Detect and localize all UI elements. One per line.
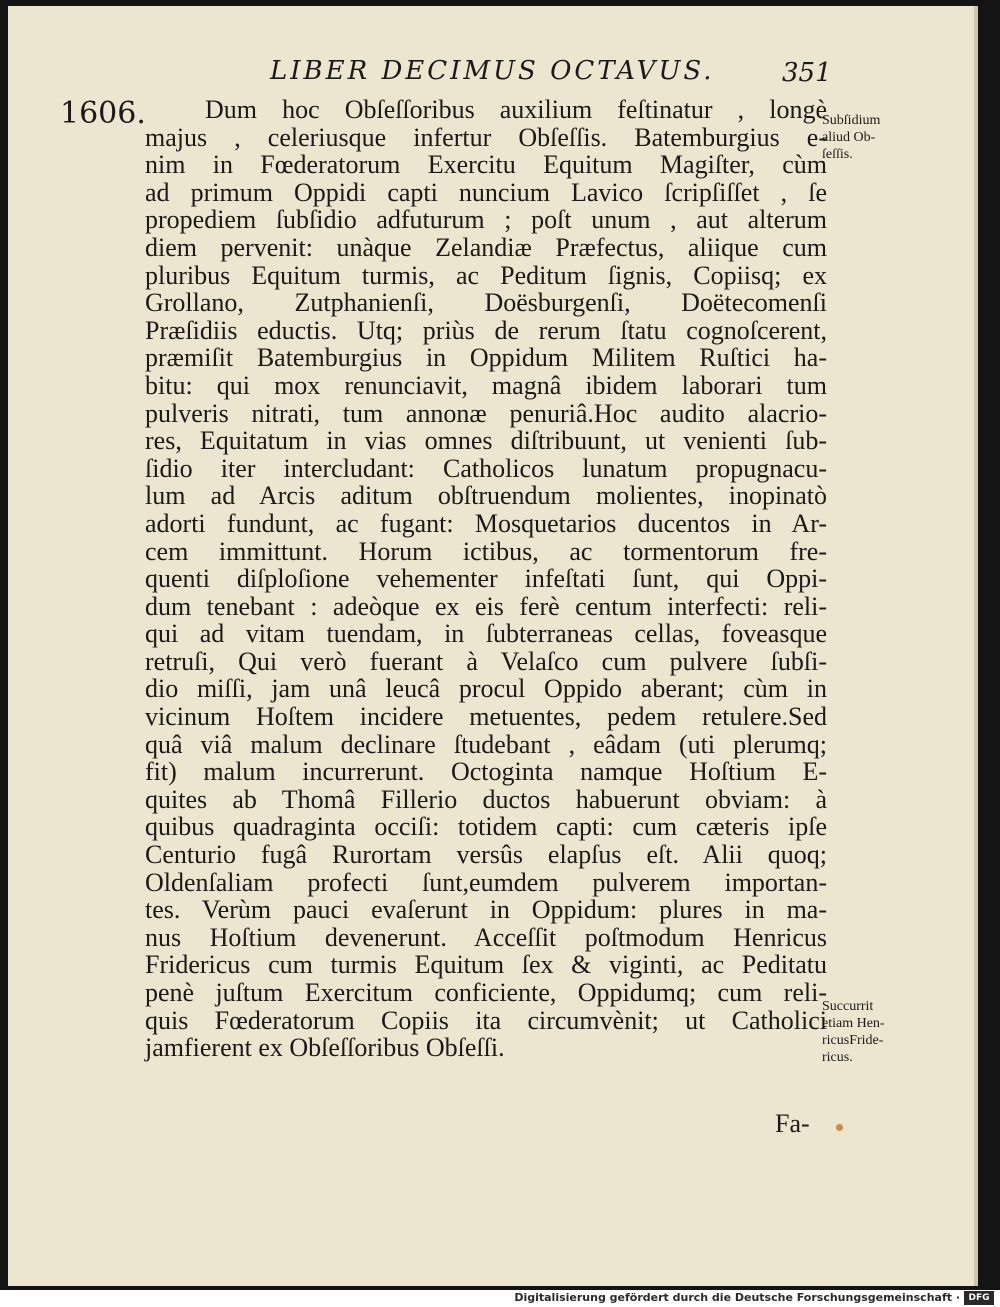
- text-line: res, Equitatum in vias omnes diſtribuunt, ut venienti ſub-: [145, 426, 827, 456]
- text-line: penè juſtum Exercitum conficiente, Oppidumq; cum reli-: [145, 978, 827, 1007]
- page-edge: [974, 6, 978, 1286]
- text-line: bitu: qui mox renunciavit, magnâ ibidem laborari tum: [145, 370, 827, 400]
- text-line: retruſi, Qui verò fuerant à Velaſco cum pulvere ſubſi-: [145, 646, 827, 676]
- body-text: [145, 96, 827, 1062]
- text-line: nus Hoſtium devenerunt. Acceſſit poſtmodum Henricus: [145, 922, 827, 952]
- text-line: tes. Verùm pauci evaſerunt in Oppidum: plures in ma-: [145, 895, 827, 925]
- text-line: qui ad vitam tuendam, in ſubterraneas cellas, foveasque: [145, 619, 827, 649]
- text-line: pluribus Equitum turmis, ac Peditum ſignis, Copiisq; ex: [145, 260, 827, 290]
- text-line: adorti fundunt, ac fugant: Mosquetarios ducentos in Ar-: [145, 508, 827, 538]
- page-number: 351: [782, 58, 832, 88]
- text-line: dum tenebant : adeòque ex eis ferè centum interfecti: reli-: [145, 591, 827, 621]
- year-margin-note: 1606.: [60, 96, 146, 131]
- text-line: propediem ſubſidio adfuturum ; poſt unum , aut alterum: [145, 205, 827, 235]
- margin-note-subsidium: [822, 112, 932, 163]
- margin-note-line: Succurrit: [822, 999, 874, 1014]
- text-line: Grollano, Zutphanienſi, Doësburgenſi, Doëtecomenſi: [145, 288, 827, 318]
- catchword: Fa-: [775, 1109, 810, 1138]
- text-line: pulveris nitrati, tum annonæ penuriâ.Hoc audito alacrio-: [145, 398, 827, 428]
- text-line: vicinum Hoſtem incidere metuentes, pedem retulere.Sed: [145, 702, 827, 732]
- text-line: diem pervenit: unàque Zelandiæ Præfectus, aliique cum: [145, 232, 827, 262]
- text-line: præmiſit Batemburgius in Oppidum Militem Ruſtici ha-: [145, 343, 827, 373]
- paper-stain: [836, 1124, 843, 1131]
- text-line: ſidio iter intercludant: Catholicos lunatum propugnacu-: [145, 453, 827, 483]
- text-line: quenti diſploſione vehementer infeſtati ſunt, qui Oppi-: [145, 564, 827, 594]
- text-line: quâ viâ malum declinare ſtudebant , eâdam (uti plerumq;: [145, 729, 827, 759]
- text-line: Centurio fugâ Rurortam versûs elapſus eſt. Alii quoq;: [145, 840, 827, 870]
- running-title: LIBER DECIMUS OCTAVUS.: [270, 56, 715, 86]
- margin-note-succurrit: [822, 998, 932, 1066]
- margin-note-line: etiam Hen-: [822, 1016, 885, 1031]
- text-line: nim in Fœderatorum Exercitu Equitum Magiſter, cùm: [145, 150, 827, 180]
- text-line: jamfierent ex Obſeſſoribus Obſeſſi.: [145, 1033, 505, 1063]
- funding-credit: Digitalisierung gefördert durch die Deutsche Forschungsgemeinschaft ·: [514, 1291, 960, 1304]
- text-line: quibus quadraginta occiſi: totidem capti: cum cæteris ipſe: [145, 812, 827, 842]
- text-line: fit) malum incurrerunt. Octoginta namque Hoſtium E-: [145, 757, 827, 787]
- text-line: quites ab Thomâ Fillerio ductos habuerunt obviam: à: [145, 784, 827, 814]
- text-line: lum ad Arcis aditum obſtruendum molientes, inopinatò: [145, 481, 827, 511]
- margin-note-line: Subſidium: [822, 113, 881, 128]
- margin-note-line: ricusFride-: [822, 1033, 884, 1048]
- text-line: quis Fœderatorum Copiis ita circumvènit; ut Catholici: [145, 1005, 827, 1035]
- text-line: Oldenſaliam profecti ſunt,eumdem pulverem importan-: [145, 867, 827, 897]
- text-line: Dum hoc Obſeſſoribus auxilium feſtinatur , longè: [205, 95, 827, 124]
- margin-note-line: ſeſſis.: [822, 147, 853, 162]
- dfg-logo-icon: DFG: [964, 1291, 994, 1305]
- margin-note-line: aliud Ob-: [822, 130, 876, 145]
- text-line: majus , celeriusque infertur Obſeſſis. Batemburgius e-: [145, 122, 827, 152]
- margin-note-line: ricus.: [822, 1050, 853, 1065]
- text-line: cem immittunt. Horum ictibus, ac tormentorum fre-: [145, 536, 827, 566]
- text-line: ad primum Oppidi capti nuncium Lavico ſcripſiſſet , ſe: [145, 177, 827, 207]
- text-line: Præſidiis eductis. Utq; priùs de rerum ſtatu cognoſcerent,: [145, 315, 827, 345]
- text-line: Fridericus cum turmis Equitum ſex & viginti, ac Peditatu: [145, 950, 827, 980]
- text-line: dio miſſi, jam unâ leucâ procul Oppido aberant; cùm in: [145, 674, 827, 704]
